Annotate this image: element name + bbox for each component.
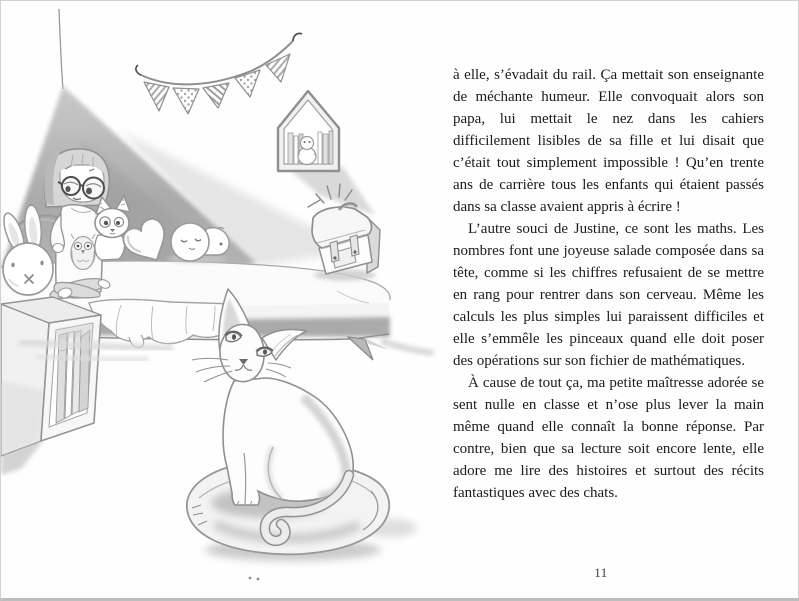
bunting-garland — [136, 33, 302, 114]
cube-bookshelf — [1, 297, 101, 475]
bird-figurine — [298, 137, 316, 165]
paragraph: L’autre souci de Justine, ce sont les maths. Les nombres font une joyeuse salade composée dans sa tête, comme si les chiffres refusaient de se mettre en rang pour rentrer dans son cerveau. Même les calculs les plus simples lui paraissent difficiles et elle s’emmêle les pinceaux quand elle doit poser des opérations sur son fichier de mathématiques. — [453, 221, 764, 369]
story-text — [453, 64, 764, 504]
bedroom-illustration — [1, 1, 441, 601]
paragraph: À cause de tout ça, ma petite maîtresse adorée se sent nulle en classe et n’ose plus lever la main même quand elle connaît la bonne réponse. Par contre, bien que sa lecture soit encore lente, elle adore me lire des histoires et surtout des récits fantastiques avec des chats. — [453, 375, 764, 501]
pennant-flag — [144, 82, 169, 111]
pennant-flag — [173, 88, 199, 114]
paragraph: à elle, s’évadait du rail. Ça mettait son enseignante de méchante humeur. Elle convoquait alors son papa, lui mettait le nez dans les cahiers difficilement lisibles de sa fille et lui disait que c’était tout simplement impossible ! Qu’en trente ans de carrière tous les enfants qui étaient passés dans sa classe avaient appris à écrire ! — [453, 67, 764, 215]
pennant-flag — [266, 54, 290, 82]
page-number: 11 — [594, 565, 608, 580]
garland-hook-right — [293, 33, 302, 41]
garland-hook-left — [136, 65, 141, 75]
pennant-flag — [235, 70, 260, 97]
house-shelf — [278, 91, 375, 215]
floor-dots — [249, 577, 260, 581]
pennant-flag — [203, 83, 229, 108]
sleeping-plush — [167, 223, 229, 263]
